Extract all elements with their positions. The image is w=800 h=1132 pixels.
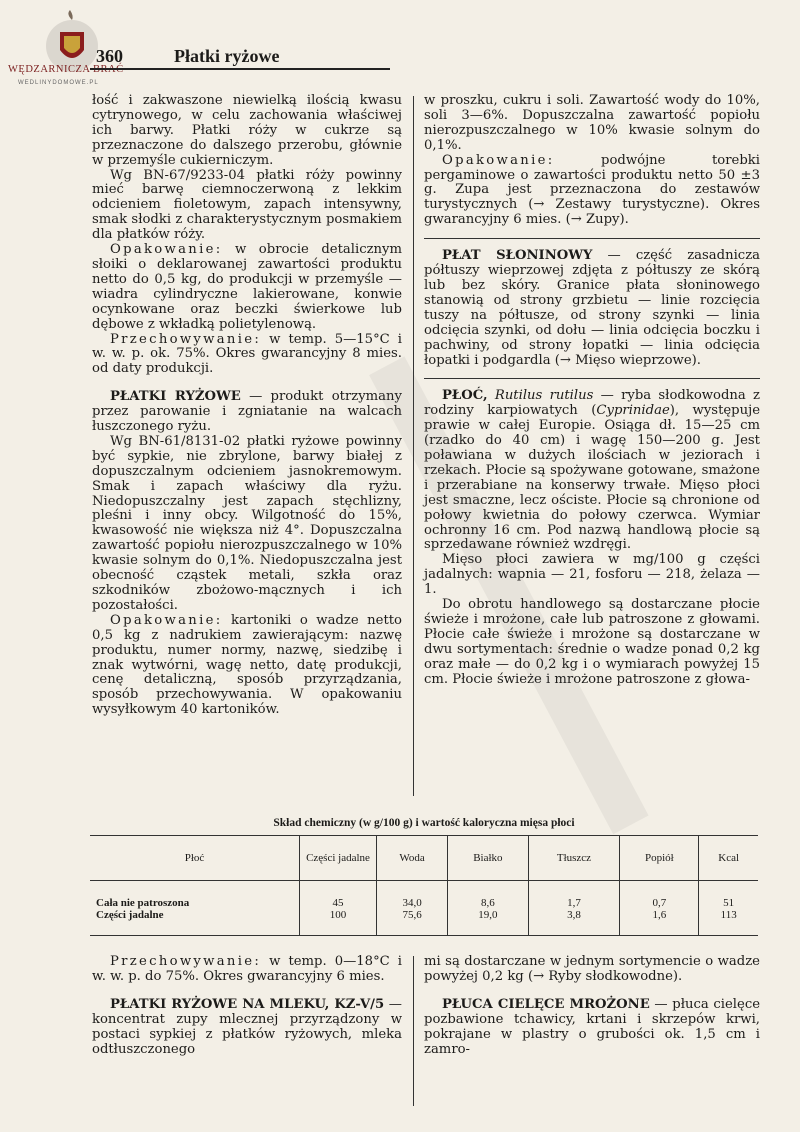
- paragraph: [92, 243, 402, 332]
- table-cell: 45 100: [300, 881, 377, 936]
- table-header: Kcal: [699, 836, 758, 881]
- spaced-label: Opakowanie:: [442, 152, 555, 168]
- paragraph: [92, 614, 402, 718]
- table-title: Skład chemiczny (w g/100 g) i wartość kaloryczna mięsa płoci: [273, 817, 575, 829]
- table-cell: Cała nie patroszona Części jadalne: [90, 881, 300, 936]
- table-cell: 51 113: [720, 897, 737, 921]
- right-column-top: [424, 94, 760, 688]
- paragraph: Wg BN-67/9233-04 płatki róży powinny mieć barwę ciemnoczerwoną z lekkim odcieniem fioletowym, zapach intensywny, smak słodki z charakterystycznym posmakiem dla płatków róży.: [92, 167, 402, 243]
- left-column-top: [92, 94, 402, 718]
- left-column-bottom: [92, 955, 402, 1057]
- paragraph: łość i zakwaszone niewielką ilością kwasu cytrynowego, w celu zachowania właściwej ich barwy. Płatki róży w cukrze są przeznaczone do dalszego przerobu, głównie w przemyśle cukierniczym.: [92, 93, 402, 168]
- table-cell: 8,6 19,0: [448, 881, 528, 936]
- table-header: Tłuszcz: [528, 836, 620, 881]
- page-title: Płatki ryżowe: [174, 46, 280, 66]
- paragraph: mi są dostarczane w jednym sortymencie o wadze powyżej 0,2 kg (→ Ryby słodkowodne).: [424, 954, 760, 984]
- entry-heading: PŁUCA CIELĘCE MROŻONE: [442, 996, 650, 1012]
- table-row: [90, 881, 758, 936]
- spaced-label: Przechowywanie:: [110, 331, 262, 347]
- paragraph: Wg BN-61/8131-02 płatki ryżowe powinny być sypkie, nie zbrylone, barwy białej z dopuszczalnym odcieniem jasnokremowym. Smak i zapach właściwy dla ryżu. Niedopuszczalny jest zapach stęchlizny, pleśni i inny obcy. Wilgotność do 15%, kwasowość nie większa niż 4°. Dopuszczalna zawartość popiołu nierozpuszczalnego w 10% kwasie solnym do 0,1%. Niedopuszczalna jest obecność cząstek metali, szkła oraz szkodników zbożowo-mącznych i ich pozostałości.: [92, 433, 402, 613]
- entry-heading: PŁAT SŁONINOWY: [442, 248, 593, 264]
- paragraph-text: podwójne torebki pergaminowe o zawartości produktu netto 50 ±3 g. Zupa jest przeznaczona do zestawów turystycznych (→ Zestawy turystyczne). Okres gwarancyjny 6 mies. (→ Zupy).: [424, 152, 760, 228]
- entry-heading: PŁOĆ,: [442, 388, 488, 404]
- latin-name: Rutilus rutilus: [487, 388, 594, 404]
- entry-separator: [424, 238, 760, 368]
- latin-family: Cyprinidae: [596, 403, 670, 419]
- entry-paragraph: [92, 998, 402, 1058]
- paragraph-text: — płuca cielęce pozbawione tchawicy, krtani i skrzepów krwi, pokrajane w plastry o grubości ok. 1,5 cm i zamro-: [424, 996, 761, 1057]
- paragraph-text: w obrocie detalicznym słoiki o deklarowanej zawartości produktu netto do 0,5 kg, do produkcji w przemyśle — wiadra cylindryczne lakierowane, konwie ocynkowane oraz beczki świerkowe lub dębowe z wkładką polietylenową.: [92, 242, 402, 332]
- paragraph-text: w temp. 0—18°C i w. w. p. do 75%. Okres gwarancyjny 6 mies.: [92, 954, 402, 984]
- table-cell: 1,7 3,8: [528, 881, 620, 936]
- entry-paragraph: [424, 998, 760, 1058]
- entry-paragraph: [424, 389, 760, 553]
- spaced-label: Przechowywanie:: [110, 954, 262, 969]
- paragraph: [92, 333, 402, 378]
- logo-text: WĘDZARNICZA BRAĆ: [8, 64, 124, 75]
- table-cell: 34,0 75,6: [377, 881, 448, 936]
- page-number: 360: [96, 46, 123, 66]
- paragraph: [92, 955, 402, 985]
- paragraph-text: kartoniki o wadze netto 0,5 kg z nadrukiem zawierającym: nazwę produktu, numer normy, nazwę, siedzibę i znak wytwórni, wagę netto, datę produkcji, cenę detaliczną, sposób przyrządzania, sposób przechowywania. W opakowaniu wysyłkowym 40 kartoników.: [92, 612, 402, 718]
- paragraph: [424, 154, 760, 229]
- paragraph-text: — produkt otrzymany przez parowanie i zgniatanie na walcach łuszczonego ryżu.: [92, 389, 402, 435]
- column-divider-top: [413, 96, 414, 796]
- entry-paragraph: [424, 249, 760, 368]
- composition-table: [90, 835, 758, 936]
- paragraph-text: — część zasadnicza półtuszy wieprzowej zdjęta z półtuszy ze skórą lub bez skóry. Granice płata słoninowego stanowią od strony grzbietu — linie rozcięcia tuszy na półtusze, od strony szynki — linia odcięcia szynki, od dołu — linia odcięcia boczku i pachwiny, od strony łopatki — linia odcięcia łopatki i podgardla (→ Mięso wieprzowe).: [424, 248, 761, 368]
- logo-subtext: WEDLINYDOMOWE.PL: [18, 80, 99, 86]
- table-header-row: [90, 836, 758, 881]
- paragraph-text: ), występuje prawie w całej Europie. Osiąga dł. 15—25 cm (rzadko do 40 cm) i wagę 150—200 g. Jest poławiana w dużych ilościach w jeziorach i rzekach. Płocie są spożywane gotowane, smażone i przerabiane na konserwy trwałe. Mięso płoci jest smaczne, lecz ościste. Płocie są chronione od połowy kwietnia do połowy czerwca. Wymiar ochronny 16 cm. Pod nazwą handlową płocie są sprzedawane również wzdręgi.: [424, 403, 760, 553]
- table-header: Białko: [448, 836, 528, 881]
- entry-separator: [424, 378, 760, 553]
- table-header: Części jadalne: [300, 836, 377, 881]
- paragraph: Do obrotu handlowego są dostarczane płocie świeże i mrożone, całe lub patroszone z głowami. Płocie całe świeże i mrożone są dostarczane w dwu sortymentach: średnie o wadze ponad 0,2 kg oraz małe — do 0,2 kg i o wymiarach powyżej 15 cm. Płocie świeże i mrożone patroszone z głowa-: [424, 597, 760, 687]
- entry-paragraph: [92, 390, 402, 435]
- paragraph-text: — ryba słodkowodna z rodziny karpiowatych (: [424, 388, 760, 419]
- composition-table-section: [90, 817, 758, 936]
- spaced-label: Opakowanie:: [110, 612, 223, 628]
- table-header: Popiół: [620, 836, 699, 881]
- entry-heading: PŁATKI RYŻOWE NA MLEKU, KZ-V/5: [110, 996, 385, 1012]
- paragraph: w proszku, cukru i soli. Zawartość wody do 10%, soli 3—6%. Dopuszczalna zawartość popiołu nierozpuszczalnego w 10% kwasie solnym do 0,1%.: [424, 93, 760, 153]
- right-column-bottom: [424, 955, 760, 1057]
- entry-heading: PŁATKI RYŻOWE: [110, 389, 241, 405]
- table-header: Płoć: [90, 836, 300, 881]
- paragraph-text: w temp. 5—15°C i w. w. p. ok. 75%. Okres gwarancyjny 8 mies. od daty produkcji.: [92, 331, 402, 377]
- paragraph: Mięso płoci zawiera w mg/100 g części jadalnych: wapnia — 21, fosforu — 218, żelaza — 1.: [424, 552, 760, 598]
- header-rule: [90, 68, 390, 70]
- table-cell: 0,7 1,6: [620, 881, 699, 936]
- spaced-label: Opakowanie:: [110, 242, 223, 258]
- table-header: Woda: [377, 836, 448, 881]
- paragraph-text: — koncentrat zupy mlecznej przyrządzony w postaci sypkiej z płatków ryżowych, mleka odtłuszczonego: [92, 996, 402, 1057]
- column-divider-bottom: [413, 956, 414, 1106]
